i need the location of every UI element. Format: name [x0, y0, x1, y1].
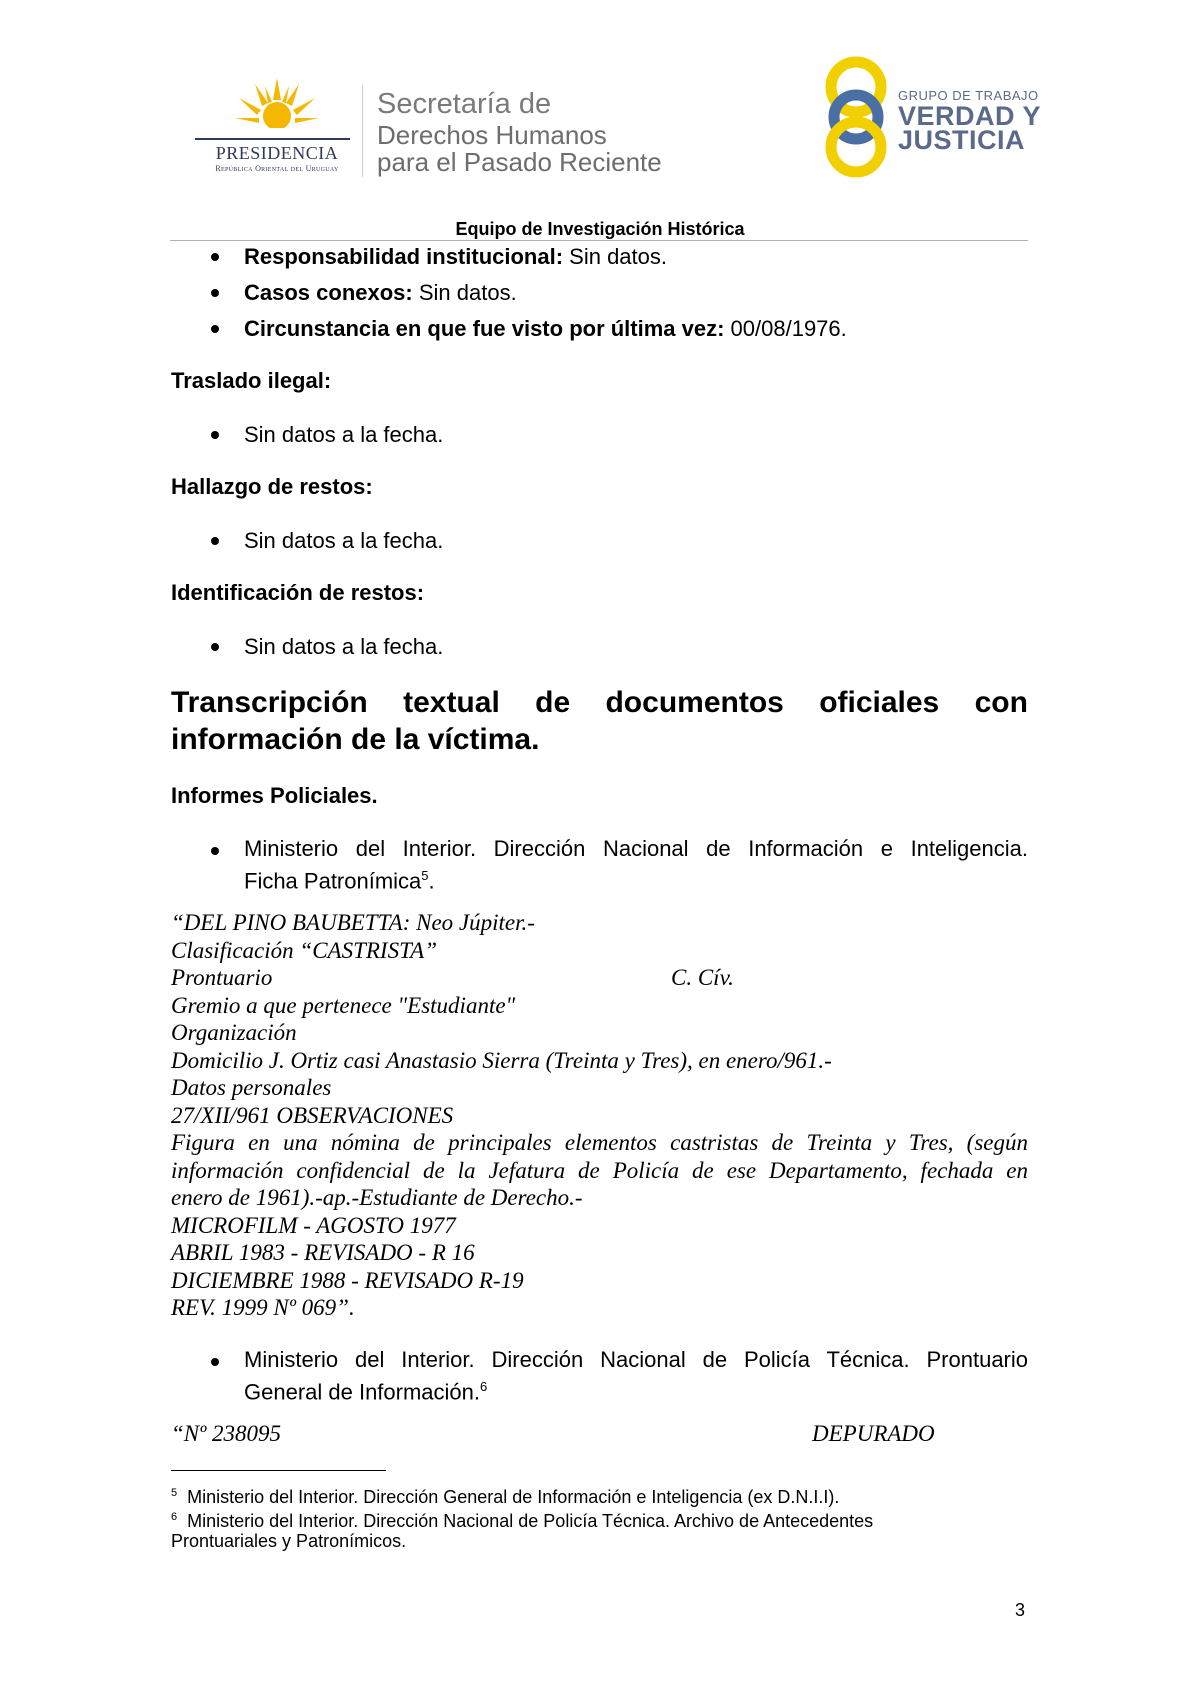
item-label: Circunstancia en que fue visto por última vez:	[244, 316, 725, 341]
bullet	[211, 537, 219, 545]
grupo-trabajo-label: GRUPO DE TRABAJO	[898, 88, 1039, 103]
transcripcion-title-line-1	[171, 684, 1028, 721]
bullet	[211, 643, 219, 651]
section-heading: Identificación de restos:	[171, 580, 425, 605]
list-item: Sin datos a la fecha.	[244, 422, 444, 447]
bullet	[211, 1358, 219, 1366]
footnote-ref: 5	[421, 868, 429, 883]
verdad-justicia-rings-icon	[820, 55, 900, 180]
doc2-bullet-text: Ministerio del Interior. Dirección Nacional de Policía Técnica. Prontuario	[244, 1347, 1028, 1372]
logo-divider	[362, 85, 363, 177]
doc1-bullet-end: .	[428, 868, 435, 894]
secretaria-line-3: para el Pasado Reciente	[377, 147, 662, 177]
footnote-text: Ministerio del Interior. Dirección General de Información e Inteligencia (ex D.N.I.I).	[187, 1487, 840, 1507]
item-label: Responsabilidad institucional:	[244, 244, 564, 269]
transcripcion-title-line-2: información de la víctima.	[171, 723, 540, 756]
page-number: 3	[1015, 1600, 1026, 1620]
doc2-bullet-text-2: General de Información.	[244, 1379, 481, 1405]
doc2-bullet-line-2	[244, 1373, 487, 1406]
quote-line: Datos personales	[171, 1075, 332, 1100]
quote-line: REV. 1999 Nº 069”.	[171, 1295, 355, 1320]
quote-line: “DEL PINO BAUBETTA: Neo Júpiter.-	[171, 910, 535, 935]
quote-line: Gremio a que pertenece "Estudiante"	[171, 992, 516, 1018]
footnote-number: 5	[171, 1487, 178, 1499]
doc2-quote-number: “Nº 238095	[171, 1421, 282, 1446]
bullet	[211, 289, 219, 297]
presidencia-label: PRESIDENCIA	[215, 143, 339, 163]
secretaria-line-2: Derechos Humanos	[377, 120, 607, 150]
presidencia-sublabel: República Oriental del Uruguay	[215, 164, 339, 173]
team-title: Equipo de Investigación Histórica	[455, 219, 745, 239]
doc1-bullet-text: Ministerio del Interior. Dirección Nacional de Información e Inteligencia.	[244, 836, 1028, 861]
doc1-quote	[171, 909, 1028, 1322]
quote-line	[171, 964, 1028, 992]
quote-line: MICROFILM - AGOSTO 1977	[171, 1212, 456, 1238]
title-word: con	[974, 686, 1028, 719]
list-item: Sin datos a la fecha.	[244, 634, 444, 659]
footnote-ref: 6	[480, 1379, 488, 1394]
item-value: Sin datos.	[563, 244, 667, 269]
informes-heading: Informes Policiales.	[171, 783, 378, 808]
quote-line: 27/XII/961 OBSERVACIONES	[171, 1102, 454, 1128]
bullet	[211, 431, 219, 439]
cciv-label: C. Cív.	[671, 965, 734, 990]
footnote-text: Ministerio del Interior. Dirección Nacional de Policía Técnica. Archivo de Antecedentes	[187, 1511, 874, 1531]
prontuario-label: Prontuario	[171, 965, 273, 990]
doc2-bullet-line-1	[244, 1346, 1028, 1374]
presidencia-underline	[195, 138, 350, 140]
list-item	[244, 243, 667, 271]
sun-icon	[235, 78, 320, 143]
bullet	[211, 847, 219, 855]
list-item: Sin datos a la fecha.	[244, 528, 444, 553]
doc1-bullet-line-2	[244, 862, 435, 895]
section-heading: Traslado ilegal:	[171, 368, 332, 393]
doc2-quote-status: DEPURADO	[812, 1421, 935, 1446]
list-item	[244, 279, 517, 307]
section-heading: Hallazgo de restos:	[171, 474, 373, 499]
quote-line: Organización	[171, 1020, 297, 1045]
doc1-bullet-text-2: Ficha Patronímica	[244, 868, 422, 894]
item-label: Casos conexos:	[244, 280, 413, 305]
title-word: textual	[403, 686, 500, 719]
title-word: Transcripción	[171, 686, 368, 719]
footnote-continuation: Prontuariales y Patronímicos.	[171, 1531, 407, 1551]
header-rule	[170, 240, 1028, 241]
footnote-rule	[171, 1470, 386, 1471]
bullet	[211, 253, 219, 261]
quote-line: Domicilio J. Ortiz casi Anastasio Sierra (Treinta y Tres), en enero/961.-	[171, 1047, 832, 1073]
quote-para-line: enero de 1961).-ap.-Estudiante de Derecho.-	[171, 1185, 583, 1210]
item-value: 00/08/1976.	[724, 316, 847, 341]
quote-para-line: información confidencial de la Jefatura de Policía de ese Departamento, fechada en	[171, 1157, 1028, 1183]
list-item	[244, 315, 847, 343]
verdad-label: VERDAD Y	[898, 101, 1042, 131]
justicia-label: JUSTICIA	[898, 125, 1026, 155]
quote-line: Clasificación “CASTRISTA”	[171, 937, 438, 963]
item-value: Sin datos.	[412, 280, 517, 305]
secretaria-line-1: Secretaría de	[377, 88, 552, 120]
quote-line: DICIEMBRE 1988 - REVISADO R-19	[171, 1267, 524, 1293]
quote-line: ABRIL 1983 - REVISADO - R 16	[171, 1240, 475, 1265]
bullet	[211, 325, 219, 333]
title-word: de	[535, 686, 571, 719]
quote-para-line: Figura en una nómina de principales elementos castristas de Treinta y Tres, (según	[171, 1130, 1028, 1155]
footnote-number: 6	[171, 1511, 178, 1523]
doc1-bullet-line-1	[244, 835, 1028, 863]
title-word: oficiales	[819, 686, 940, 719]
title-word: documentos	[605, 686, 784, 719]
